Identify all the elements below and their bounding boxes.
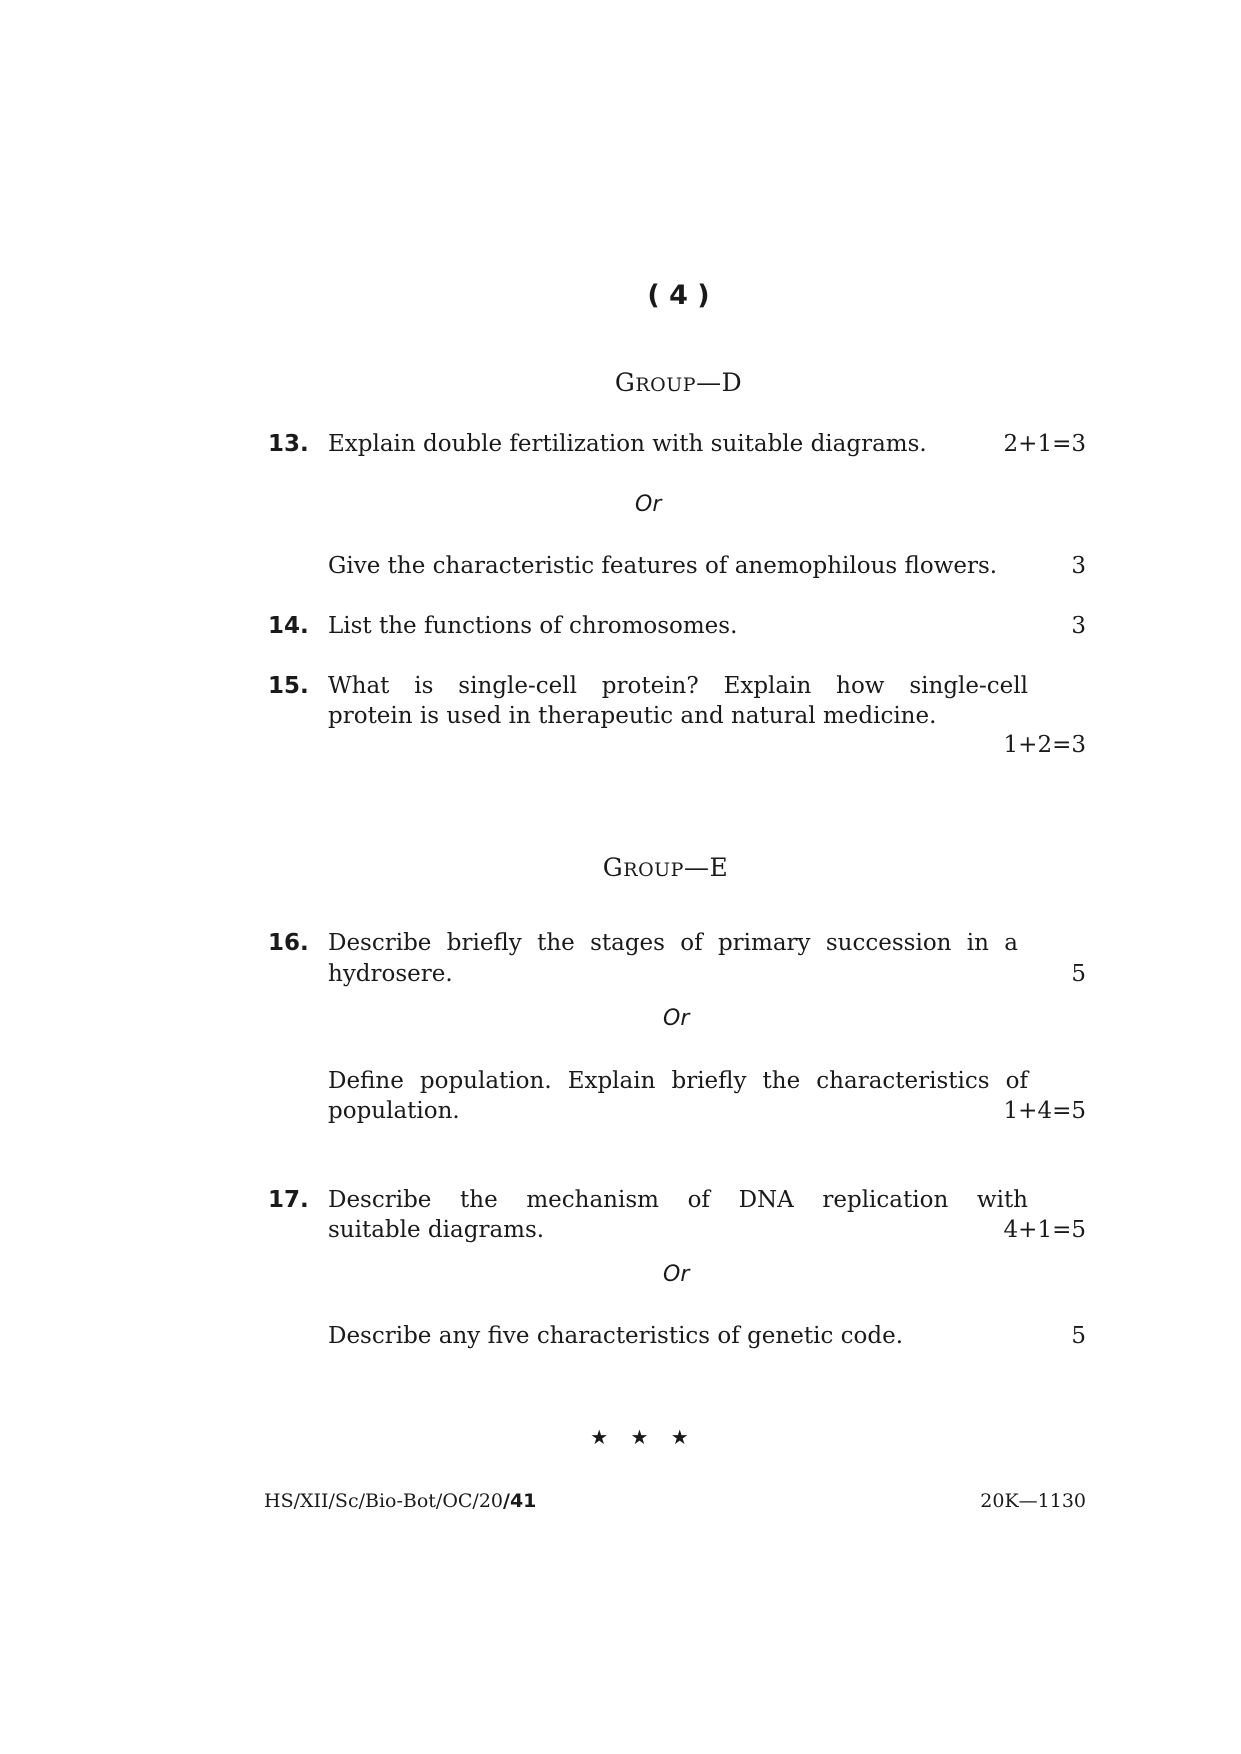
q15-line2: protein is used in therapeutic and natural medicine. [328,703,937,729]
q15-marks: 1+2=3 [1003,732,1086,758]
q17-line2: suitable diagrams. [328,1217,545,1243]
q13-marks: 2+1=3 [1003,431,1086,457]
q13-text: Explain double fertilization with suitable diagrams. [328,431,927,457]
group-e-heading [0,853,1241,882]
group-e-rest: ROUP [623,859,684,881]
q16-alt-line1: Define population. Explain briefly the characteristics of [328,1068,1028,1094]
q17-alt-text: Describe any five characteristics of genetic code. [328,1323,904,1349]
group-d-rest: ROUP [635,374,697,396]
paper-code-prefix: HS/XII/Sc/Bio-Bot/OC/20 [264,1490,504,1512]
q17-alt-marks: 5 [1071,1323,1086,1349]
q17-marks: 4+1=5 [1003,1217,1086,1243]
q16-marks: 5 [1071,961,1086,987]
q13-or: Or [635,492,662,517]
q13-alt-marks: 3 [1071,553,1086,579]
group-d-prefix: G [614,368,636,397]
q13-number: 13. [268,431,309,457]
q13-alt-text: Give the characteristic features of anemophilous flowers. [328,553,998,579]
page-number: ( 4 ) [647,280,710,311]
q15-number: 15. [268,673,309,699]
group-e-prefix: G [602,853,624,882]
q14-text: List the functions of chromosomes. [328,613,738,639]
q16-alt-line2: population. [328,1098,460,1124]
group-d-heading [0,368,1241,397]
q14-marks: 3 [1071,613,1086,639]
q16-number: 16. [268,930,309,956]
q15-line1: What is single-cell protein? Explain how single-cell [328,673,1028,699]
end-marker: ★ ★ ★ [590,1425,697,1449]
paper-code [264,1490,536,1512]
q17-number: 17. [268,1187,309,1213]
group-d-suffix: —D [696,368,743,397]
q17-line1: Describe the mechanism of DNA replication with [328,1187,1028,1213]
q17-or: Or [663,1262,690,1287]
q16-or: Or [663,1006,690,1031]
print-code: 20K—1130 [980,1490,1086,1512]
group-e-suffix: —E [683,853,729,882]
q16-line2: hydrosere. [328,961,453,987]
q14-number: 14. [268,613,309,639]
q16-alt-marks: 1+4=5 [1003,1098,1086,1124]
q16-line1: Describe briefly the stages of primary succession in a [328,930,1018,956]
paper-code-bold: /41 [503,1490,537,1512]
